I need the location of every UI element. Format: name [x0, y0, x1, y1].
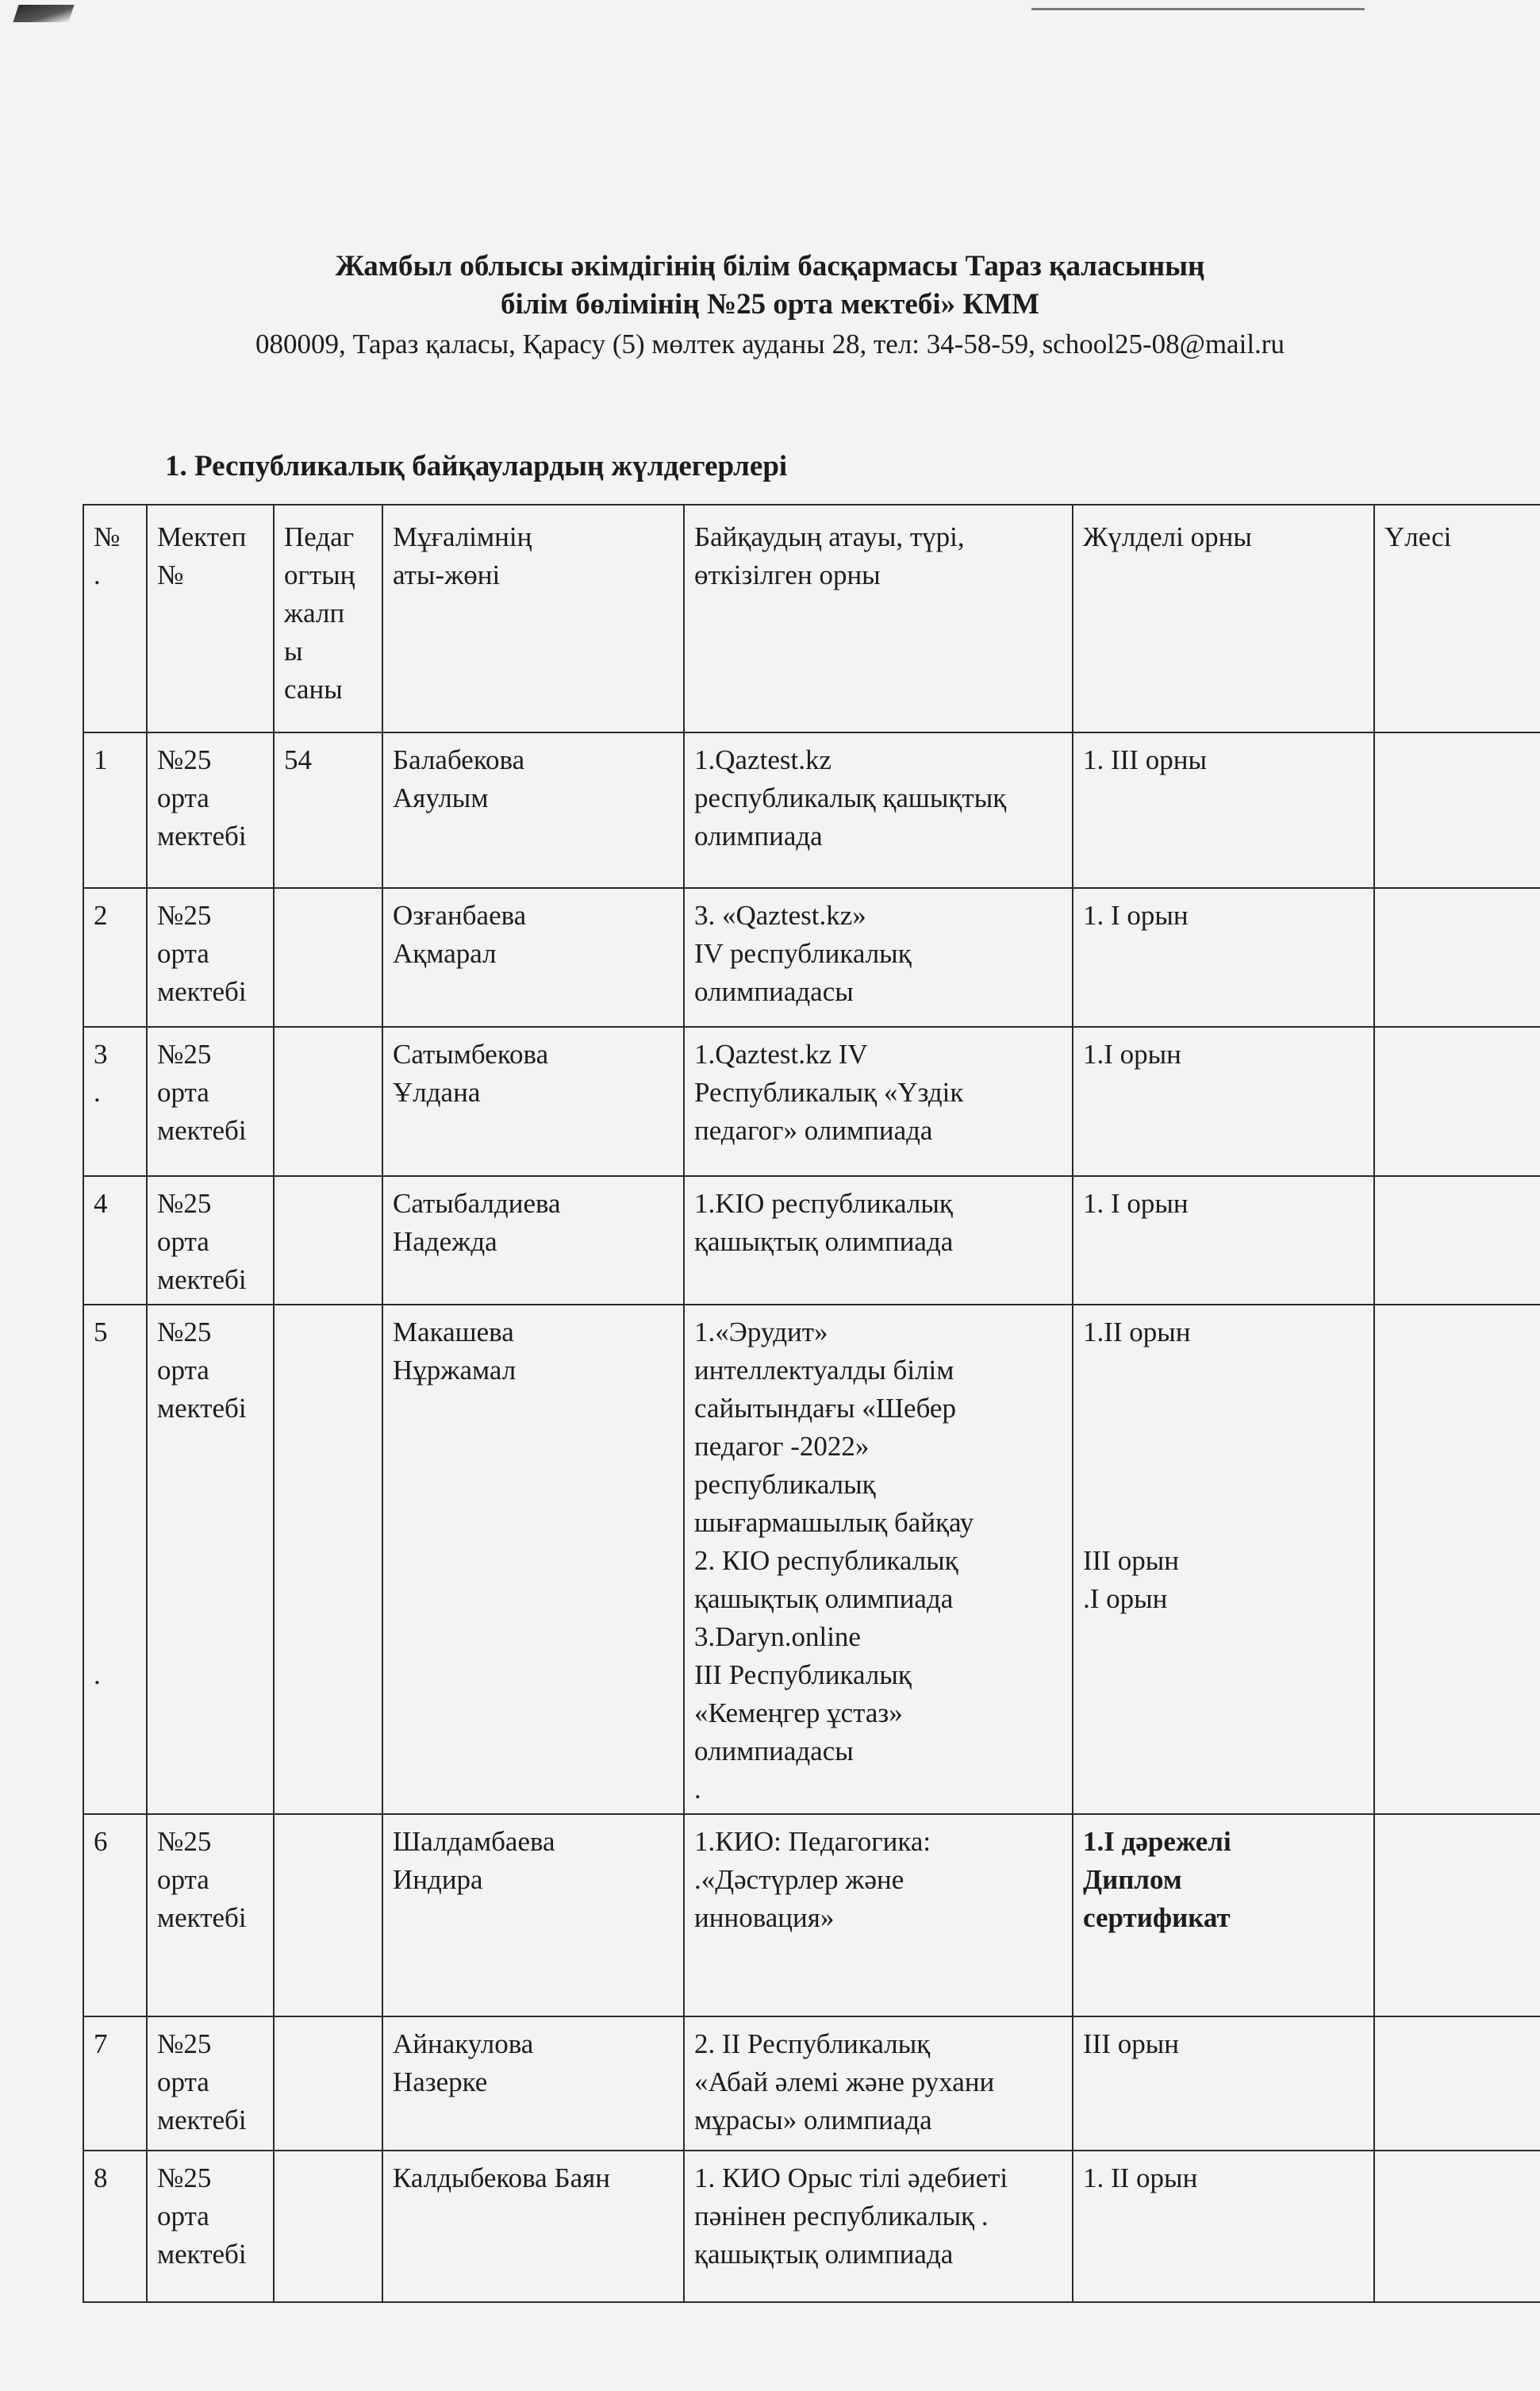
cell-teacher-count	[274, 1305, 382, 1814]
cell-school: №25 орта мектебі	[147, 2151, 274, 2302]
cell-place: 1.І дәрежелі Диплом сертификат	[1073, 1814, 1374, 2016]
cell-number: 4	[83, 1176, 147, 1305]
header-cell-place: Жүлделі орны	[1073, 505, 1374, 732]
cell-contest: 2. ІІ Республикалық «Абай әлемі және рухани мұрасы» олимпиада	[684, 2016, 1073, 2151]
header-cell-contest: Байқаудың атауы, түрі, өткізілген орны	[684, 505, 1073, 732]
section-title: 1. Республикалық байқаулардың жүлдегерлері	[165, 450, 788, 482]
cell-contest: 1.Qaztest.kz республикалық қашықтық олимпиада	[684, 732, 1073, 888]
cell-contest: 1. КИО Орыс тілі әдебиеті пәнінен республикалық . қашықтық олимпиада	[684, 2151, 1073, 2302]
cell-place: ІІІ орын	[1073, 2016, 1374, 2151]
table-row	[83, 888, 1540, 1027]
cell-number: 5 .	[83, 1305, 147, 1814]
cell-place: 1. ІІ орын	[1073, 2151, 1374, 2302]
cell-teacher-count	[274, 2151, 382, 2302]
cell-contest: 1.«Эрудит» интеллектуалды білім сайытындағы «Шебер педагог -2022» республикалық шығармашылық байқау 2. КІО республикалық қашықтық олимпиада 3.Daryn.online ІІІ Республикалық «Кемеңгер ұстаз» олимпиадасы .	[684, 1305, 1073, 1814]
scan-top-rule	[1031, 8, 1365, 10]
header-cell-share: Үлесі	[1374, 505, 1540, 732]
cell-school: №25 орта мектебі	[147, 888, 274, 1027]
header-address-line: 080009, Тараз қаласы, Қарасу (5) мөлтек ауданы 28, тел: 34-58-59, school25-08@mail.ru	[255, 329, 1285, 359]
table-row	[83, 1305, 1540, 1814]
cell-place: 1.ІІ орын ІІІ орын .І орын	[1073, 1305, 1374, 1814]
table-row	[83, 732, 1540, 888]
header-cell-school: Мектеп №	[147, 505, 274, 732]
table-row	[83, 1814, 1540, 2016]
cell-school: №25 орта мектебі	[147, 1027, 274, 1176]
table-header-row	[83, 505, 1540, 732]
cell-teacher-count	[274, 1814, 382, 2016]
cell-share	[1374, 1027, 1540, 1176]
table-row	[83, 2151, 1540, 2302]
cell-number: 8	[83, 2151, 147, 2302]
table-row	[83, 1027, 1540, 1176]
cell-place: 1. І орын	[1073, 888, 1374, 1027]
cell-contest: 1.Qaztest.kz IV Республикалық «Үздік педагог» олимпиада	[684, 1027, 1073, 1176]
cell-place: 1.І орын	[1073, 1027, 1374, 1176]
cell-school: №25 орта мектебі	[147, 732, 274, 888]
cell-school: №25 орта мектебі	[147, 1814, 274, 2016]
cell-teacher-name: Сатымбекова Ұлдана	[382, 1027, 684, 1176]
cell-place: 1. ІІІ орны	[1073, 732, 1374, 888]
cell-school: №25 орта мектебі	[147, 1305, 274, 1814]
header-organization-line1: Жамбыл облысы әкімдігінің білім басқармасы Тараз қаласының	[335, 250, 1205, 283]
cell-teacher-count: 54	[274, 732, 382, 888]
table-row	[83, 2016, 1540, 2151]
cell-share	[1374, 2151, 1540, 2302]
header-cell-teacher-count: Педаг огтың жалп ы саны	[274, 505, 382, 732]
cell-share	[1374, 1814, 1540, 2016]
cell-teacher-name: Шалдамбаева Индира	[382, 1814, 684, 2016]
cell-number: 1	[83, 732, 147, 888]
winners-table	[83, 504, 1540, 2303]
scan-corner-mark	[13, 5, 74, 22]
cell-teacher-name: Сатыбалдиева Надежда	[382, 1176, 684, 1305]
cell-teacher-count	[274, 2016, 382, 2151]
cell-teacher-name: Макашева Нұржамал	[382, 1305, 684, 1814]
cell-share	[1374, 888, 1540, 1027]
cell-number: 6	[83, 1814, 147, 2016]
cell-contest: 1.KIO республикалық қашықтық олимпиада	[684, 1176, 1073, 1305]
header-organization-line2: білім бөлімінің №25 орта мектебі» КММ	[500, 288, 1040, 321]
cell-contest: 1.КИО: Педагогика: .«Дәстүрлер және инновация»	[684, 1814, 1073, 2016]
cell-share	[1374, 1176, 1540, 1305]
cell-school: №25 орта мектебі	[147, 2016, 274, 2151]
header-cell-teacher-name: Мұғалімнің аты-жөні	[382, 505, 684, 732]
cell-school: №25 орта мектебі	[147, 1176, 274, 1305]
cell-place: 1. І орын	[1073, 1176, 1374, 1305]
cell-teacher-name: Балабекова Аяулым	[382, 732, 684, 888]
cell-teacher-count	[274, 1176, 382, 1305]
cell-number: 7	[83, 2016, 147, 2151]
cell-teacher-count	[274, 888, 382, 1027]
cell-teacher-name: Калдыбекова Баян	[382, 2151, 684, 2302]
table-row	[83, 1176, 1540, 1305]
cell-number: 3 .	[83, 1027, 147, 1176]
cell-teacher-name: Озғанбаева Ақмарал	[382, 888, 684, 1027]
cell-number: 2	[83, 888, 147, 1027]
cell-share	[1374, 732, 1540, 888]
cell-share	[1374, 1305, 1540, 1814]
cell-share	[1374, 2016, 1540, 2151]
cell-teacher-count	[274, 1027, 382, 1176]
cell-teacher-name: Айнакулова Назерке	[382, 2016, 684, 2151]
document-header	[0, 248, 1540, 365]
header-cell-number: № .	[83, 505, 147, 732]
cell-contest: 3. «Qaztest.kz» ІV республикалық олимпиадасы	[684, 888, 1073, 1027]
